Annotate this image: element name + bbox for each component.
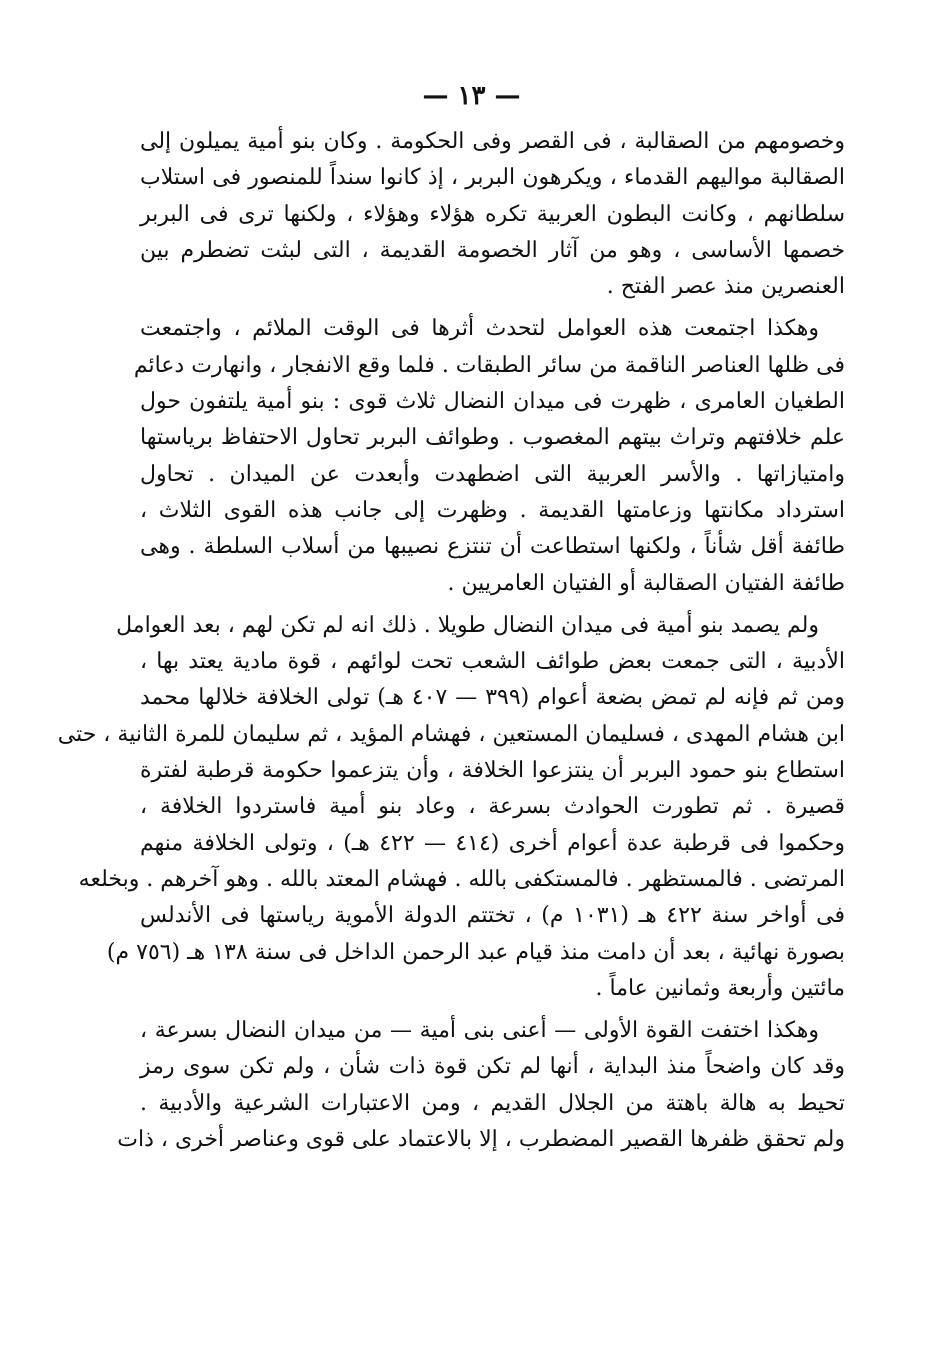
text-line: وهكذا اختفت القوة الأولى — أعنى بنى أمية — من ميدان النضال بسرعة ، [140,1018,819,1044]
text-line: فى أواخر سنة ٤٢٢ هـ (١٠٣١ م) ، تختتم الدولة الأموية رياستها فى الأندلس [140,903,845,929]
text-line: ومن ثم فإنه لم تمض بضعة أعوام (٣٩٩ — ٤٠٧ هـ) تولى الخلافة خلالها محمد [140,685,845,711]
text-line: فى ظلها العناصر الناقمة من سائر الطبقات . فلما وقع الانفجار ، وانهارت دعائم [133,352,845,378]
text-line: الطغيان العامرى ، ظهرت فى ميدان النضال ثلاث قوى : بنو أمية يلتفون حول [140,389,845,415]
text-line: مائتين وأربعة وثمانين عاماً . [595,975,845,1001]
text-line: ولم تحقق ظفرها القصير المضطرب ، إلا بالاعتماد على قوى وعناصر أخرى ، ذات [117,1127,845,1153]
text-line: وامتيازاتها . والأسر العربية التى اضطهدت وأبعدت عن الميدان . تحاول [140,461,845,487]
paragraph-1 [140,124,845,305]
text-line: سلطانهم ، وكانت البطون العربية تكره هؤلاء وهؤلاء ، ولكنها ترى فى البربر [140,201,845,227]
page-number: — ١٣ — [422,81,521,111]
text-line: ولم يصمد بنو أمية فى ميدان النضال طويلا . ذلك انه لم تكن لهم ، بعد العوامل [116,612,819,638]
paragraph-2 [133,311,845,601]
text-line: الأدبية ، التى جمعت بعض طوائف الشعب تحت لوائهم ، قوة مادية يعتد بها ، [140,649,845,675]
text-line: طائفة أقل شأناً ، ولكنها استطاعت أن تنتزع نصيبها من أسلاب السلطة . وهى [140,534,845,560]
text-line: استرداد مكانتها وزعامتها القديمة . وظهرت إلى جانب هذه القوى الثلاث ، [140,497,845,523]
text-line: المرتضى . فالمستظهر . فالمستكفى بالله . فهشام المعتد بالله . وهو آخرهم . وبخلعه [78,866,845,892]
text-line: وخصومهم من الصقالبة ، فى القصر وفى الحكومة . وكان بنو أمية يميلون إلى [140,129,845,154]
text-line: طائفة الفتيان الصقالبة أو الفتيان العامريين . [447,570,845,596]
paragraph-4 [117,1013,845,1158]
text-line: العنصرين منذ عصر الفتح . [606,274,845,300]
text-line: الصقالبة مواليهم القدماء ، ويكرهون البربر ، إذ كانوا سنداً للمنصور فى استلاب [140,165,845,191]
text-line: قصيرة . ثم تطورت الحوادث بسرعة ، وعاد بنو أمية فاستردوا الخلافة ، [140,794,845,820]
body-text [57,124,845,1164]
text-line: علم خلافتهم وتراث بيتهم المغصوب . وطوائف البربر تحاول الاحتفاظ برياستها [140,425,845,451]
text-line: ابن هشام المهدى ، فسليمان المستعين ، فهشام المؤيد ، ثم سليمان للمرة الثانية ، حتى [57,721,845,747]
text-line: بصورة نهائية ، بعد أن دامت منذ قيام عبد الرحمن الداخل فى سنة ١٣٨ هـ (٧٥٦ م) [106,939,845,965]
text-line: خصمها الأساسى ، وهو من آثار الخصومة القديمة ، التى لبثت تضطرم بين [140,237,845,263]
paragraph-3 [57,608,845,1007]
text-line: تحيط به هالة باهتة من الجلال القديم ، ومن الاعتبارات الشرعية والأدبية . [140,1090,845,1116]
text-line: وهكذا اجتمعت هذه العوامل لتحدث أثرها فى الوقت الملائم ، واجتمعت [140,316,819,342]
text-line: استطاع بنو حمود البربر أن ينتزعوا الخلافة ، وأن يتزعموا حكومة قرطبة لفترة [140,758,845,784]
text-line: وحكموا فى قرطبة عدة أعوام أخرى (٤١٤ — ٤٢٢ هـ) ، وتولى الخلافة منهم [140,830,845,856]
text-line: وقد كان واضحاً منذ البداية ، أنها لم تكن قوة ذات شأن ، ولم تكن سوى رمز [140,1054,845,1080]
